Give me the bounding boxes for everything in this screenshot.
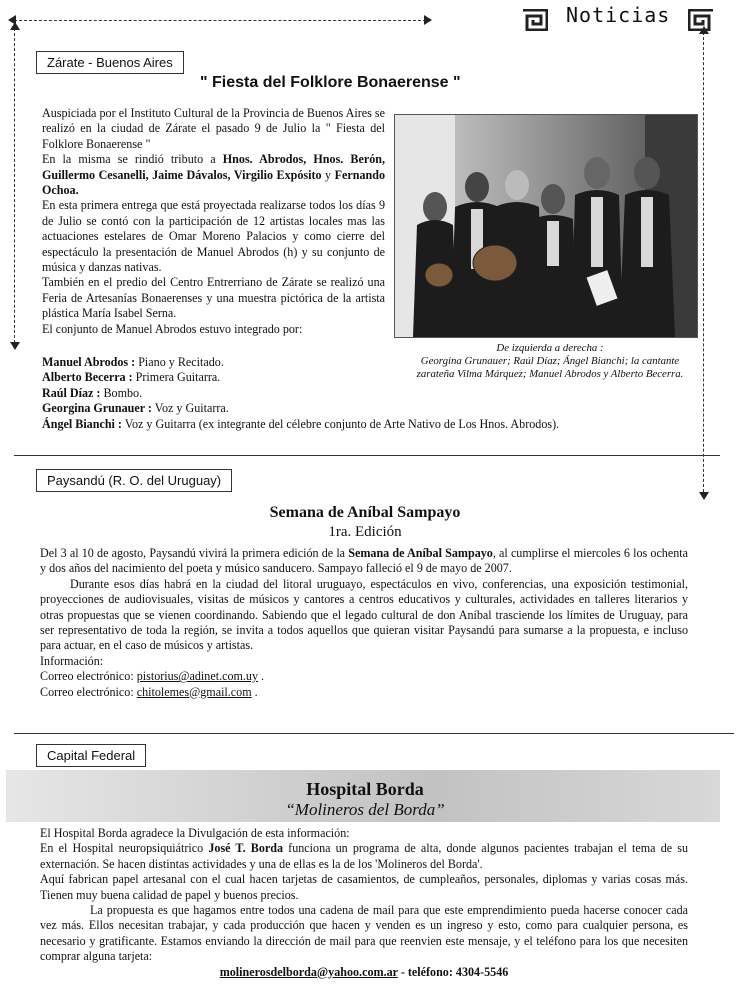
- email-link[interactable]: chitolemes@gmail.com: [136, 684, 252, 699]
- contact-line: [40, 965, 688, 980]
- group-photo: [394, 114, 698, 338]
- article-subtitle: “Molineros del Borda”: [285, 800, 445, 819]
- contact-line: Correo electrónico: pistorius@adinet.com.uy .: [40, 669, 265, 684]
- section-divider: [14, 455, 720, 456]
- greek-key-left-icon: [522, 9, 548, 31]
- contact-line: Correo electrónico: chitolemes@gmail.com .: [40, 684, 258, 699]
- paragraph: Auspiciada por el Instituto Cultural de la Provincia de Buenos Aires se realizó en la ciudad de Zárate el pasado 9 de Julio la " Fiesta del Folklore Bonaerense ": [42, 106, 385, 151]
- arrow-right-icon: [424, 15, 432, 25]
- arrow-up-icon: [10, 22, 20, 30]
- list-item: Alberto Becerra : Primera Guitarra.: [42, 370, 221, 385]
- email-link[interactable]: molinerosdelborda@yahoo.com.ar: [219, 964, 398, 979]
- list-item: Georgina Grunauer : Voz y Guitarra.: [42, 401, 229, 416]
- paragraph: Durante esos días habrá en la ciudad del litoral uruguayo, espectáculos en vivo, conferencias, una exposición testimonial, proyecciones de audiovisuales, visitas de músicos y cantores a centros educativos y culturales, actividades en talleres literarios y otras propuestas que se vienen coordinando. Sabiendo que el legado cultural de don Aníbal trasciende los límites de Uruguay, para ser representativo de toda la región, se invita a todos aquellos que quieran visitar Paysandú para sumarse a la propuesta, e incluso para actuar, en el caso de músicos y artistas.: [40, 576, 688, 653]
- location-tag: Zárate - Buenos Aires: [36, 51, 184, 74]
- article-title: Hospital Borda: [306, 779, 424, 799]
- phone-number: - teléfono: 4304-5546: [397, 964, 509, 979]
- paragraph: El Hospital Borda agradece la Divulgación de esta información:: [40, 826, 350, 840]
- article-body: [40, 546, 688, 700]
- list-item: Manuel Abrodos : Piano y Recitado.: [42, 355, 224, 369]
- article-body: [40, 826, 688, 980]
- paragraph: En la misma se rindió tributo a Hnos. Abrodos, Hnos. Berón, Guillermo Cesanelli, Jaime Dávalos, Virgilio Expósito y Fernando Ochoa.: [42, 152, 386, 198]
- paragraph: Aquí fabrican papel artesanal con el cual hacen tarjetas de casamientos, de cumpleaños, personales, diplomas y varias cosas más. Tienen muy buena calidad de papel y buenos precios.: [40, 872, 688, 902]
- article-body: [42, 106, 385, 337]
- location-tag: Paysandú (R. O. del Uruguay): [36, 469, 232, 492]
- paragraph: Del 3 al 10 de agosto, Paysandú vivirá la primera edición de la Semana de Aníbal Sampayo, al cumplirse el miercoles 6 los ochenta y dos años del nacimiento del poeta y músico sanducero. Sampayo falleció el 9 de mayo de 2007.: [40, 546, 688, 576]
- paragraph: En esta primera entrega que está proyectada realizarse todos los días 9 de Julio se contó con la participación de 12 artistas locales mas las actuaciones estelares de Omar Moreno Palacios y como cierre del espectáculo la presentación de Manuel Abrodos (h) y su conjunto de música y danzas nativas.: [42, 198, 385, 275]
- article-title: " Fiesta del Folklore Bonaerense ": [200, 74, 461, 91]
- paragraph: La propuesta es que hagamos entre todos una cadena de mail para que este emprendimiento pueda hacerse conocer cada vez más. Ellos necesitan trabajar, y cada producción que hacen y venden es un ingreso y esto, como para cualquier persona, es necesario y gratificante. Estamos enviando la dirección de mail para que reenvien este mensaje, y el teléfono para los que necesiten comprar alguna tarjeta:: [40, 903, 688, 964]
- article-subtitle: 1ra. Edición: [328, 524, 402, 540]
- list-item: Raúl Díaz : Bombo.: [42, 385, 143, 400]
- paragraph: En el Hospital neuropsiquiátrico José T. Borda funciona un programa de alta, donde algunos pacientes trabajan el tema de su externación. Se hacen distintas actividades y una de ellas es la de los 'Molineros del Borda'.: [40, 841, 689, 871]
- location-tag: Capital Federal: [36, 744, 146, 767]
- info-label: Información:: [40, 653, 104, 668]
- header-dashed-line: [14, 20, 426, 21]
- paragraph: El conjunto de Manuel Abrodos estuvo integrado por:: [42, 321, 303, 336]
- email-link[interactable]: pistorius@adinet.com.uy: [136, 669, 259, 684]
- list-item: Ángel Bianchi : Voz y Guitarra (ex integrante del célebre conjunto de Arte Nativo de Los Hnos. Abrodos).: [42, 416, 560, 431]
- paragraph: También en el predio del Centro Entrerriano de Zárate se realizó una Feria de Artesanías Bonaerenses y una muestra pictórica de la artista plástica María Isabel Serna.: [42, 275, 385, 321]
- arrow-down-icon: [10, 342, 20, 350]
- left-margin-dashed-line: [14, 28, 15, 348]
- photo-caption: De izquierda a derecha : Georgina Grunauer; Raúl Díaz; Ángel Bianchi; la cantante zarateña Vilma Márquez; Manuel Abrodos y Alberto Becerra.: [416, 342, 684, 380]
- right-margin-dashed-line: [703, 32, 704, 497]
- article-title: Semana de Aníbal Sampayo: [269, 504, 461, 521]
- arrow-down-icon: [699, 492, 709, 500]
- section-title: Noticias: [566, 3, 671, 27]
- arrow-up-icon: [699, 26, 709, 34]
- section-divider: [14, 733, 734, 734]
